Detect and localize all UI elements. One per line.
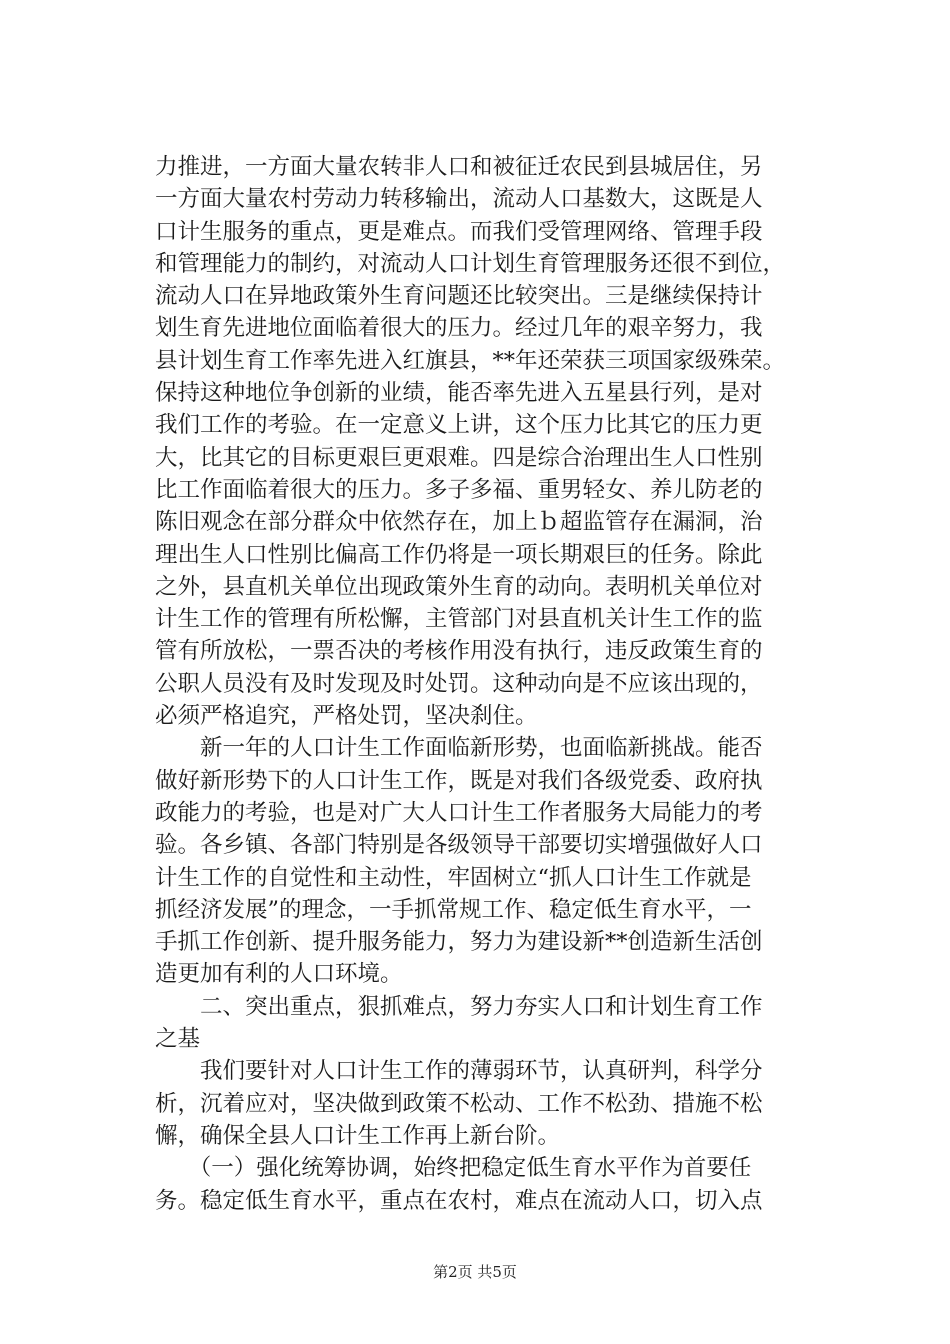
text-line: 县计划生育工作率先进入红旗县，**年还荣获三项国家级殊荣。 <box>155 347 786 374</box>
text-line: 力推进，一方面大量农转非人口和被征迁农民到县城居住，另 <box>155 154 763 180</box>
text-line: 做好新形势下的人口计生工作，既是对我们各级党委、政府执 <box>155 767 763 794</box>
text-line: 之外，县直机关单位出现政策外生育的动向。表明机关单位对 <box>155 573 763 600</box>
text-line: 公职人员没有及时发现及时处罚。这种动向是不应该出现的， <box>155 670 763 697</box>
text-line: 理出生人口性别比偏高工作仍将是一项长期艰巨的任务。除此 <box>155 541 763 568</box>
text-line: 政能力的考验，也是对广大人口计生工作者服务大局能力的考 <box>155 799 763 826</box>
text-line: 和管理能力的制约，对流动人口计划生育管理服务还很不到位， <box>155 250 786 277</box>
text-line: 析，沉着应对，坚决做到政策不松动、工作不松劲、措施不松 <box>155 1090 763 1117</box>
text-line: 我们要针对人口计生工作的薄弱环节，认真研判，科学分 <box>155 1058 763 1085</box>
document-body <box>155 151 845 1217</box>
text-line: 一方面大量农村劳动力转移输出，流动人口基数大，这既是人 <box>155 186 763 213</box>
text-line: 大，比其它的目标更艰巨更艰难。四是综合治理出生人口性别 <box>155 444 763 471</box>
text-line: 抓经济发展”的理念，一手抓常规工作、稳定低生育水平，一 <box>155 896 752 923</box>
text-line: 计生工作的管理有所松懈，主管部门对县直机关计生工作的监 <box>155 606 763 633</box>
section-heading-line: 之基 <box>155 1026 201 1053</box>
text-line: 流动人口在异地政策外生育问题还比较突出。三是继续保持计 <box>155 283 763 310</box>
text-line: 必须严格追究，严格处罚，坚决刹住。 <box>155 703 538 730</box>
text-line: 划生育先进地位面临着很大的压力。经过几年的艰辛努力，我 <box>155 315 763 342</box>
text-line: （一）强化统筹协调，始终把稳定低生育水平作为首要任 <box>155 1155 752 1182</box>
text-line: 懈，确保全县人口计生工作再上新台阶。 <box>155 1122 561 1149</box>
text-line: 管有所放松，一票否决的考核作用没有执行，违反政策生育的 <box>155 638 763 665</box>
text-line: 我们工作的考验。在一定意义上讲，这个压力比其它的压力更 <box>155 412 763 439</box>
text-line: 务。稳定低生育水平，重点在农村，难点在流动人口，切入点 <box>155 1187 763 1214</box>
text-line: 手抓工作创新、提升服务能力，努力为建设新**创造新生活创 <box>155 929 763 956</box>
text-line: 造更加有利的人口环境。 <box>155 961 403 988</box>
text-line: 比工作面临着很大的压力。多子多福、重男轻女、养儿防老的 <box>155 476 763 503</box>
text-line: 口计生服务的重点，更是难点。而我们受管理网络、管理手段 <box>155 218 763 245</box>
page-number-label: 第2页 共5页 <box>433 1263 517 1281</box>
text-line: 新一年的人口计生工作面临新形势，也面临新挑战。能否 <box>155 735 763 762</box>
text-line: 保持这种地位争创新的业绩，能否率先进入五星县行列，是对 <box>155 380 763 407</box>
page-footer <box>0 1262 950 1282</box>
text-line: 陈旧观念在部分群众中依然存在，加上ｂ超监管存在漏洞，治 <box>155 509 763 536</box>
text-line: 验。各乡镇、各部门特别是各级领导干部要切实增强做好人口 <box>155 832 763 859</box>
text-line: 计生工作的自觉性和主动性，牢固树立“抓人口计生工作就是 <box>155 864 752 891</box>
section-heading-line: 二、突出重点，狠抓难点，努力夯实人口和计划生育工作 <box>155 993 763 1020</box>
